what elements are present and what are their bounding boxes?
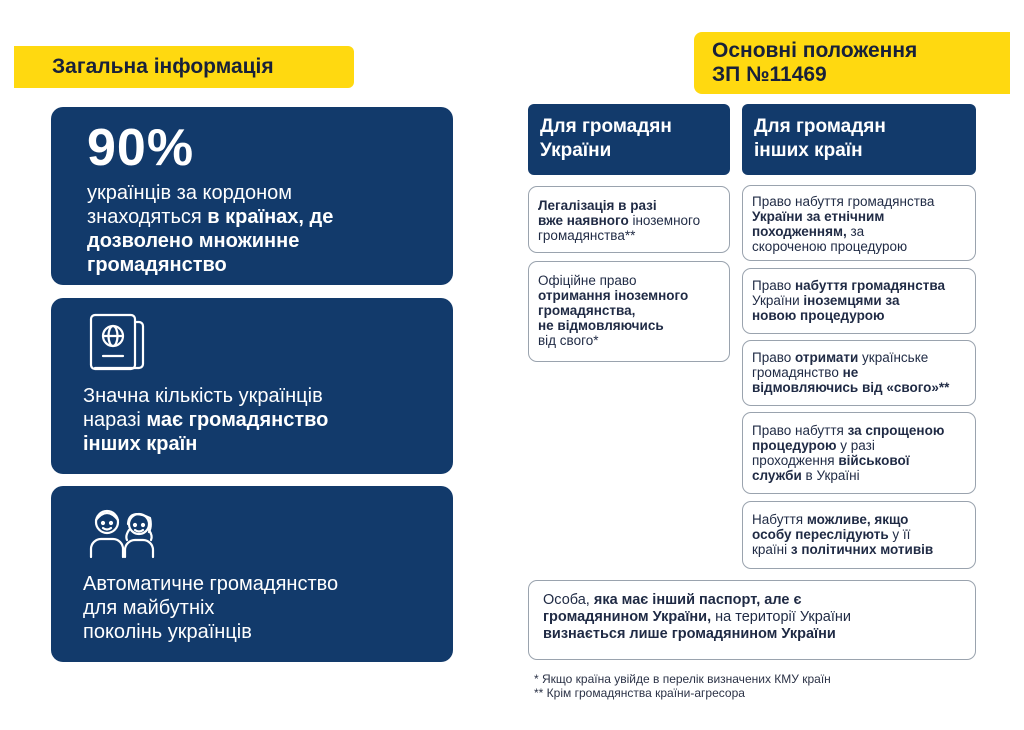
stat-text [87,181,453,277]
provision-political-persecution: Набуття можливе, якщо особу переслідують у її країні з політичних мотивів [742,501,976,569]
stat-percent: 90% [87,119,195,177]
column-header-line: України [540,140,612,161]
info-card-passport [51,298,453,474]
column-header-line: Для громадян [540,116,672,137]
stat-text-line: дозволено множинне [87,230,300,252]
footnote: ** Крім громадянства країни-агресора [534,686,745,700]
column-header-line: Для громадян [754,116,886,137]
passport-text [83,384,453,456]
stat-text-line: громадянство [87,254,227,276]
provisions-title-line: ЗП №11469 [712,63,827,86]
provision-military-service: Право набуття за спрощеною процедурою у разі проходження військової служби в Україні [742,412,976,494]
stat-text-line: знаходяться в країнах, де [87,206,334,228]
provision-foreign-citizenship: Офіційне право отримання іноземного громадянства, не відмовляючись від свого* [528,261,730,362]
passport-text-line: Значна кількість українців [83,385,323,407]
children-text [83,572,453,644]
stat-text-line: українців за кордоном [87,182,292,204]
provision-no-renounce: Право отримати українське громадянство не відмовляючись від «свого»** [742,340,976,406]
column-header-foreigners [742,104,976,175]
children-text-line: поколінь українців [83,621,252,643]
provision-new-procedure: Право набуття громадянства України іноземцями за новою процедурою [742,268,976,334]
children-text-line: для майбутніх [83,597,215,619]
passport-text-line: інших країн [83,433,198,455]
children-icon [83,500,163,560]
children-text-line: Автоматичне громадянство [83,573,339,595]
provision-only-ukrainian: Особа, яка має інший паспорт, але є громадянином України, на території України визнається лише громадянином України [528,580,976,660]
column-header-ukrainians [528,104,730,175]
section-title-provisions [694,32,1010,94]
footnote: * Якщо країна увійде в перелік визначених КМУ країн [534,672,831,686]
column-header-line: інших країн [754,140,863,161]
footnotes [534,672,831,700]
passport-text-line: наразі має громадянство [83,409,329,431]
provision-ethnic-origin: Право набуття громадянства України за етнічним походженням, за скороченою процедурою [742,185,976,261]
provisions-title-line: Основні положення [712,39,918,62]
info-card-children [51,486,453,662]
passport-icon [83,312,163,372]
section-title-general: Загальна інформація [14,46,354,88]
stat-card-90 [51,107,453,285]
provision-legalization: Легалізація в разі вже наявного іноземного громадянства** [528,186,730,253]
